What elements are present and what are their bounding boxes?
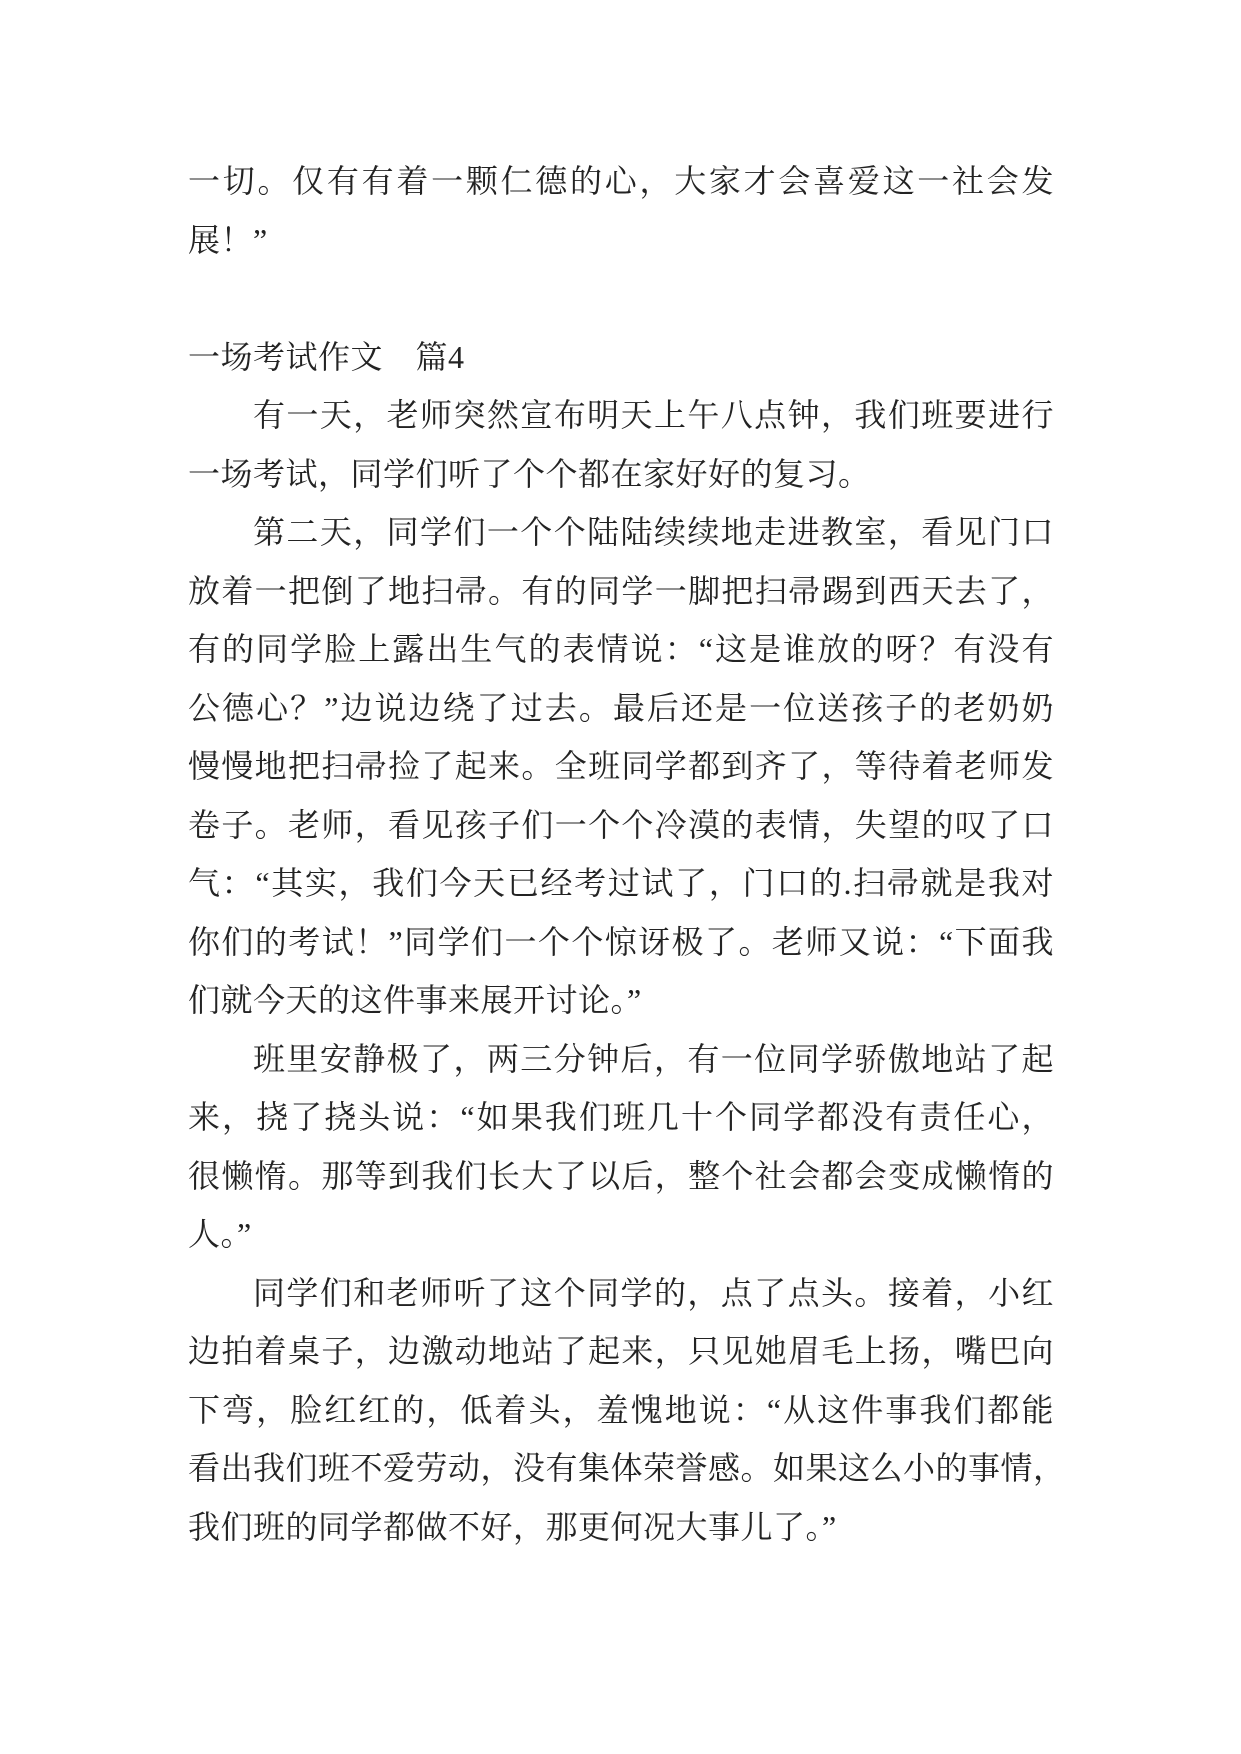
paragraph [188, 503, 1054, 1030]
text-line: 边拍着桌子，边激动地站了起来，只见她眉毛上扬，嘴巴向 [188, 1333, 1054, 1369]
text-line: 气：“其实，我们今天已经考过试了，门口的.扫帚就是我对 [188, 865, 1054, 901]
text-line: 你们的考试！”同学们一个个惊讶极了。老师又说：“下面我 [188, 923, 1054, 960]
text-line: 一切。仅有有着一颗仁德的心，大家才会喜爱这一社会发 [188, 163, 1054, 199]
lead-paragraph [188, 152, 1054, 269]
text-line: 有的同学脸上露出生气的表情说：“这是谁放的呀？有没有 [188, 631, 1054, 667]
essay-body [188, 386, 1066, 1556]
text-line: 人。” [188, 1216, 252, 1252]
essay-title-heading: 一场考试作文 篇4 [188, 338, 465, 375]
text-line: 放着一把倒了地扫帚。有的同学一脚把扫帚踢到西天去了， [188, 572, 1054, 609]
text-line: 班里安静极了，两三分钟后，有一位同学骄傲地站了起 [253, 1040, 1054, 1077]
text-line: 看出我们班不爱劳动，没有集体荣誉感。如果这么小的事情， [188, 1450, 1066, 1486]
text-line: 公德心？”边说边绕了过去。最后还是一位送孩子的老奶奶 [188, 689, 1054, 726]
text-line: 们就今天的这件事来展开讨论。” [188, 982, 642, 1018]
text-line: 来，挠了挠头说：“如果我们班几十个同学都没有责任心， [188, 1099, 1054, 1135]
paragraph [188, 152, 1054, 269]
text-line: 很懒惰。那等到我们长大了以后，整个社会都会变成懒惰的 [188, 1157, 1054, 1194]
text-line: 有一天，老师突然宣布明天上午八点钟，我们班要进行 [253, 397, 1054, 433]
paragraph [188, 386, 1054, 503]
text-line: 同学们和老师听了这个同学的，点了点头。接着，小红 [253, 1274, 1054, 1311]
paragraph [188, 1264, 1066, 1557]
text-line: 我们班的同学都做不好，那更何况大事儿了。” [188, 1508, 837, 1545]
text-line: 一场考试，同学们听了个个都在家好好的复习。 [188, 455, 871, 492]
text-line: 下弯，脸红红的，低着头，羞愧地说：“从这件事我们都能 [188, 1391, 1054, 1428]
text-line: 第二天，同学们一个个陆陆续续地走进教室，看见门口 [253, 514, 1054, 550]
text-line: 卷子。老师，看见孩子们一个个冷漠的表情，失望的叹了口 [188, 806, 1054, 843]
text-line: 慢慢地把扫帚捡了起来。全班同学都到齐了，等待着老师发 [188, 748, 1054, 784]
text-line: 展！” [188, 221, 268, 258]
paragraph [188, 1030, 1054, 1264]
